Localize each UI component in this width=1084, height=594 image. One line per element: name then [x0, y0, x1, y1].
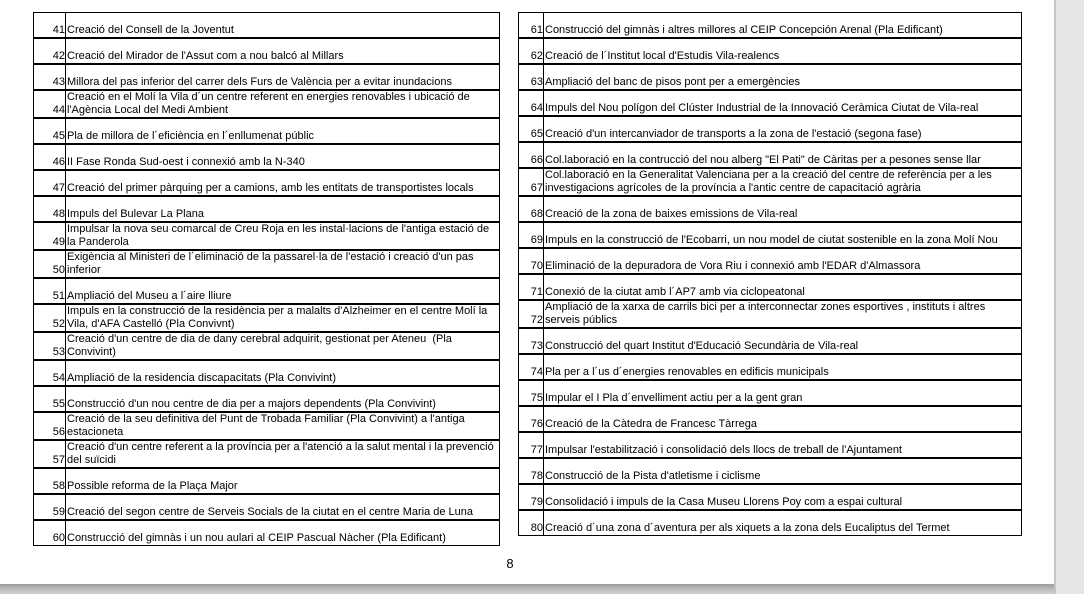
page-edge-shadow [0, 584, 1054, 594]
table-row [518, 142, 1022, 168]
item-number: 73 [518, 328, 544, 354]
table-row [33, 520, 500, 546]
item-text: Creació d´una zona d´aventura per als xiquets a la zona dels Eucaliptus del Termet [544, 510, 1022, 536]
table-row [518, 380, 1022, 406]
item-number: 63 [518, 64, 544, 90]
table-row [33, 494, 500, 520]
item-text: Col.laboració en la Generalitat Valenciana per a la creació del centre de referència per a les investigacions agrícoles de la província a l'antic centre de capacitació agrària [544, 168, 1022, 196]
table-row [518, 432, 1022, 458]
item-text: Impuls en la construcció de l'Ecobarri, un nou model de ciutat sostenible en la zona Molí Nou [544, 222, 1022, 248]
item-number: 76 [518, 406, 544, 432]
table-row [518, 248, 1022, 274]
item-text: Col.laboració en la contrucció del nou alberg "El Pati" de Càritas per a pesones sense llar [544, 142, 1022, 168]
item-number: 60 [33, 520, 66, 546]
item-text: Ampliació del Museu a l´aire lliure [66, 278, 500, 304]
table-row [518, 196, 1022, 222]
item-number: 74 [518, 354, 544, 380]
table-row [33, 90, 500, 118]
item-number: 62 [518, 38, 544, 64]
item-text: Impulsar la nova seu comarcal de Creu Roja en les instal·lacions de l'antiga estació de la Panderola [66, 222, 500, 250]
item-number: 52 [33, 304, 66, 332]
item-text: Impulsar l'estabilització i consolidació dels llocs de treball de l'Ajuntament [544, 432, 1022, 458]
item-number: 51 [33, 278, 66, 304]
item-text: Possible reforma de la Plaça Major [66, 468, 500, 494]
item-number: 65 [518, 116, 544, 142]
item-text: Construcció d'un nou centre de dia per a majors dependents (Pla Convivint) [66, 386, 500, 412]
table-row [518, 222, 1022, 248]
item-text: Impuls del Nou polígon del Clúster Industrial de la Innovació Ceràmica Ciutat de Vila-real [544, 90, 1022, 116]
table-row [518, 90, 1022, 116]
table-row [33, 222, 500, 250]
item-number: 53 [33, 332, 66, 360]
actions-table-right [518, 12, 1022, 536]
item-number: 58 [33, 468, 66, 494]
item-number: 56 [33, 412, 66, 440]
item-number: 45 [33, 118, 66, 144]
item-text: Pla de millora de l´eficiència en l´enllumenat públic [66, 118, 500, 144]
item-text: Creació d'un centre referent a la província per a l'atenció a la salut mental i la prevenció del suïcidi [66, 440, 500, 468]
item-text: Construcció del gimnàs i altres millores al CEIP Concepción Arenal (Pla Edificant) [544, 12, 1022, 38]
item-text: Construcció de la Pista d'atletisme i ciclisme [544, 458, 1022, 484]
item-text: Consolidació i impuls de la Casa Museu Llorens Poy com a espai cultural [544, 484, 1022, 510]
item-text: Impular el I Pla d´envelliment actiu per a la gent gran [544, 380, 1022, 406]
table-row [33, 144, 500, 170]
item-text: Creació de la zona de baixes emissions de Vila-real [544, 196, 1022, 222]
item-text: Creació del Mirador de l'Assut com a nou balcó al Millars [66, 38, 500, 64]
item-number: 57 [33, 440, 66, 468]
item-number: 79 [518, 484, 544, 510]
item-number: 54 [33, 360, 66, 386]
item-number: 80 [518, 510, 544, 536]
item-number: 67 [518, 168, 544, 196]
table-row [518, 12, 1022, 38]
table-row [518, 300, 1022, 328]
table-row [33, 64, 500, 90]
table-row [518, 510, 1022, 536]
item-number: 47 [33, 170, 66, 196]
item-number: 41 [33, 12, 66, 38]
viewer-gutter[interactable] [1054, 0, 1084, 594]
item-number: 75 [518, 380, 544, 406]
table-row [33, 468, 500, 494]
table-row [518, 484, 1022, 510]
item-number: 70 [518, 248, 544, 274]
table-row [33, 196, 500, 222]
item-text: Impuls del Bulevar La Plana [66, 196, 500, 222]
table-row [33, 12, 500, 38]
table-row [518, 328, 1022, 354]
item-text: Creació de l´Institut local d'Estudis Vila-realencs [544, 38, 1022, 64]
item-text: Creació del primer pàrquing per a camions, amb les entitats de transportistes locals [66, 170, 500, 196]
item-text: Exigència al Ministeri de l´eliminació de la passarel·la de l'estació i creació d'un pas inferior [66, 250, 500, 278]
item-number: 44 [33, 90, 66, 118]
item-number: 78 [518, 458, 544, 484]
item-text: Creació de la Càtedra de Francesc Tàrrega [544, 406, 1022, 432]
item-number: 66 [518, 142, 544, 168]
table-row [33, 332, 500, 360]
table-row [33, 38, 500, 64]
item-text: Eliminació de la depuradora de Vora Riu i connexió amb l'EDAR d'Almassora [544, 248, 1022, 274]
table-row [518, 406, 1022, 432]
item-number: 55 [33, 386, 66, 412]
table-row [33, 304, 500, 332]
item-number: 71 [518, 274, 544, 300]
item-number: 59 [33, 494, 66, 520]
item-text: Conexió de la ciutat amb l´AP7 amb via ciclopeatonal [544, 274, 1022, 300]
table-row [518, 64, 1022, 90]
item-text: Millora del pas inferior del carrer dels Furs de València per a evitar inundacions [66, 64, 500, 90]
table-row [518, 274, 1022, 300]
item-text: Pla per a l´us d´energies renovables en edificis municipals [544, 354, 1022, 380]
item-number: 72 [518, 300, 544, 328]
item-number: 77 [518, 432, 544, 458]
item-number: 42 [33, 38, 66, 64]
actions-table-left [33, 12, 500, 546]
table-row [518, 354, 1022, 380]
item-text: Construcció del quart Institut d'Educació Secundària de Vila-real [544, 328, 1022, 354]
item-text: Creació en el Molí la Vila d´un centre referent en energies renovables i ubicació de l'Agència Local del Medi Ambient [66, 90, 500, 118]
item-text: II Fase Ronda Sud-oest i connexió amb la N-340 [66, 144, 500, 170]
item-text: Ampliació de la xarxa de carrils bici per a interconnectar zones esportives , instituts i altres serveis públics [544, 300, 1022, 328]
item-number: 48 [33, 196, 66, 222]
item-text: Creació d'un intercanviador de transports a la zona de l'estació (segona fase) [544, 116, 1022, 142]
table-row [33, 250, 500, 278]
item-text: Impuls en la construcció de la residència per a malalts d'Alzheimer en el centre Molí la Vila, d'AFA Castelló (Pla Convivnt) [66, 304, 500, 332]
item-number: 68 [518, 196, 544, 222]
item-number: 64 [518, 90, 544, 116]
item-text: Creació de la seu definitiva del Punt de Trobada Familiar (Pla Convivint) a l'antiga estacioneta [66, 412, 500, 440]
item-text: Ampliació de la residencia discapacitats (Pla Convivint) [66, 360, 500, 386]
item-text: Creació del segon centre de Serveis Socials de la ciutat en el centre Maria de Luna [66, 494, 500, 520]
table-row [518, 168, 1022, 196]
item-text: Ampliació del banc de pisos pont per a emergències [544, 64, 1022, 90]
table-row [518, 38, 1022, 64]
table-row [33, 170, 500, 196]
item-text: Creació d'un centre de dia de dany cerebral adquirit, gestionat per Ateneu (Pla Convivint) [66, 332, 500, 360]
table-row [33, 386, 500, 412]
table-row [518, 458, 1022, 484]
item-text: Construcció del gimnàs i un nou aulari al CEIP Pascual Nàcher (Pla Edificant) [66, 520, 500, 546]
table-row [33, 440, 500, 468]
item-number: 50 [33, 250, 66, 278]
table-row [518, 116, 1022, 142]
table-row [33, 278, 500, 304]
table-row [33, 360, 500, 386]
item-number: 49 [33, 222, 66, 250]
page-number: 8 [506, 556, 514, 571]
item-number: 61 [518, 12, 544, 38]
table-row [33, 118, 500, 144]
item-text: Creació del Consell de la Joventut [66, 12, 500, 38]
item-number: 69 [518, 222, 544, 248]
item-number: 43 [33, 64, 66, 90]
item-number: 46 [33, 144, 66, 170]
table-row [33, 412, 500, 440]
